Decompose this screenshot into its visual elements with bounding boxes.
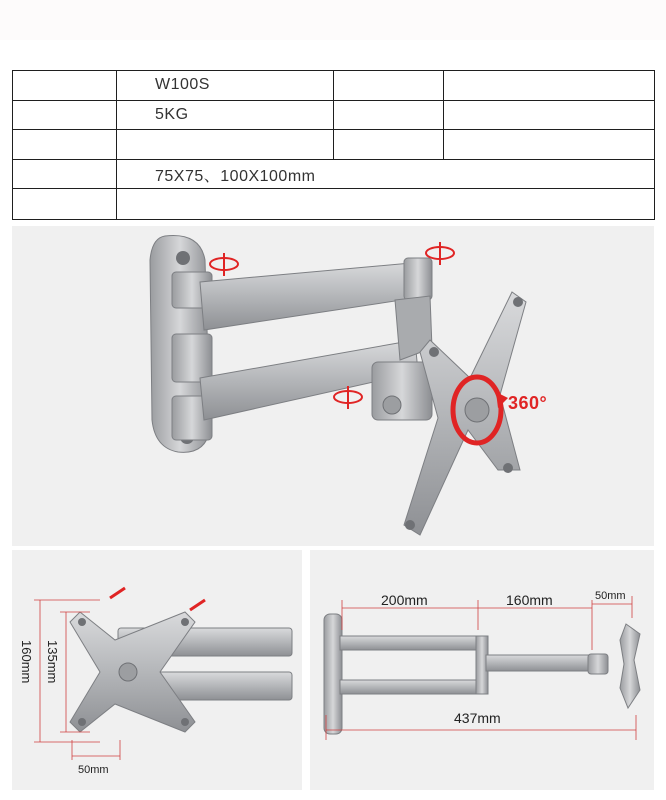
dim-vertical-inner: 135mm bbox=[45, 640, 60, 684]
dim-vertical-outer: 160mm bbox=[19, 640, 34, 684]
front-view-drawing bbox=[34, 588, 292, 760]
dim-arm1: 200mm bbox=[381, 592, 428, 608]
swivel-icon bbox=[210, 253, 238, 276]
tilt-bracket bbox=[372, 362, 432, 420]
vesa-value: 75X75、100X100mm bbox=[117, 159, 655, 189]
hinge-middle bbox=[172, 334, 212, 382]
dim-arm2: 160mm bbox=[506, 592, 553, 608]
dim-total: 437mm bbox=[454, 710, 501, 726]
load-value: 5KG bbox=[117, 100, 334, 130]
elbow-joint bbox=[404, 258, 432, 300]
model-value: W100S bbox=[117, 71, 334, 101]
tilt-knob bbox=[383, 396, 401, 414]
rotation-360-label: 360° bbox=[508, 393, 548, 413]
upper-arm bbox=[200, 262, 428, 330]
dim-front-bottom: 50mm bbox=[78, 764, 109, 776]
dim-plate: 50mm bbox=[595, 590, 626, 602]
